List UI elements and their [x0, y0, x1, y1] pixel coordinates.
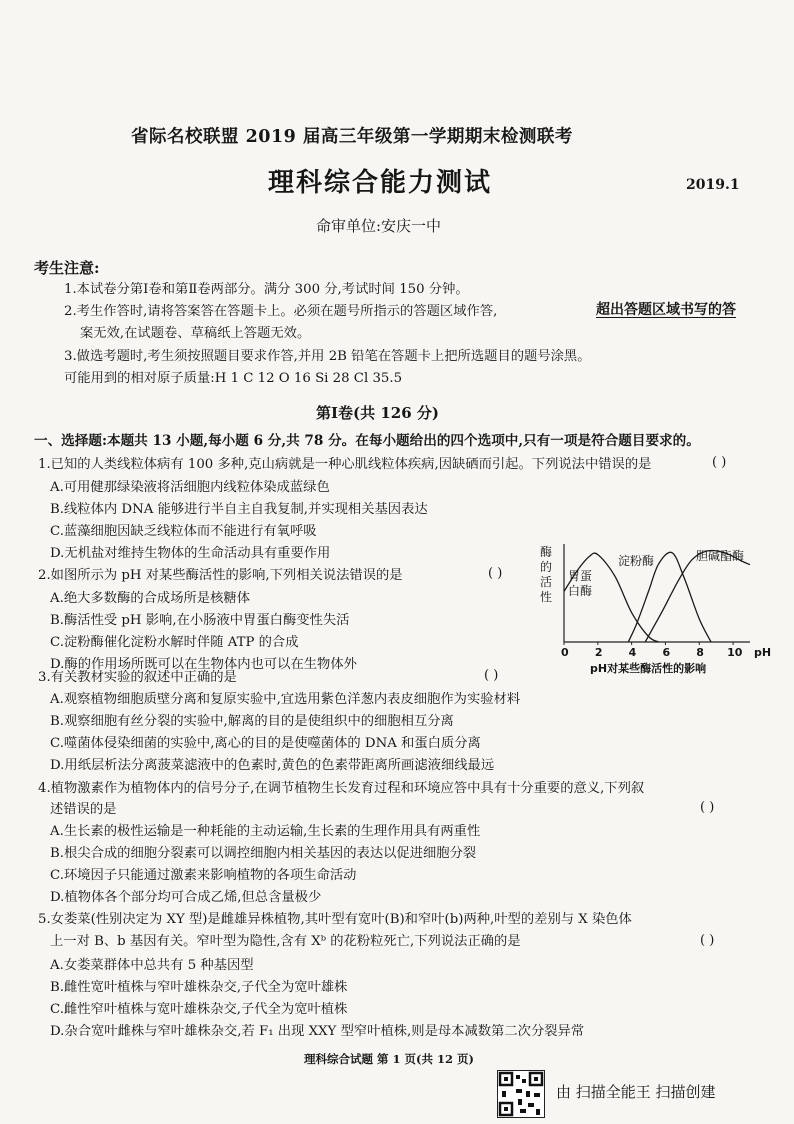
x-axis-label: pH [754, 646, 772, 659]
q1-option-c: C.蓝藻细胞因缺乏线粒体而不能进行有氧呼吸 [50, 524, 317, 539]
q5-option-b: B.雌性宽叶植株与窄叶雄株杂交,子代全为宽叶雄株 [50, 980, 348, 995]
q2-stem: 2.如图所示为 pH 对某些酶活性的影响,下列相关说法错误的是 [38, 568, 403, 583]
q4-stem-line1: 4.植物激素作为植物体内的信号分子,在调节植物生长发育过程和环境应答中具有十分重要的意义,下列叙 [38, 781, 645, 796]
q4-option-c: C.环境因子只能通过激素来影响植物的各项生命活动 [50, 868, 357, 883]
notice-item-1: 1.本试卷分第Ⅰ卷和第Ⅱ卷两部分。满分 300 分,考试时间 150 分钟。 [64, 282, 469, 297]
q3-stem: 3.有关教材实验的叙述中正确的是 [38, 670, 237, 685]
section-instruction: 一、选择题:本题共 13 小题,每小题 6 分,共 78 分。在每小题给出的四个选项中,只有一项是符合题目要求的。 [34, 433, 700, 449]
page-title: 理科综合能力测试 [268, 168, 493, 198]
q4-option-a: A.生长素的极性运输是一种耗能的主动运输,生长素的生理作用具有两重性 [50, 824, 481, 839]
notice-heading: 考生注意: [34, 259, 100, 277]
q1-stem: 1.已知的人类线粒体病有 100 多种,克山病就是一种心肌线粒体疾病,因缺硒而引起。下列说法中错误的是 [38, 457, 652, 472]
q4-option-d: D.植物体各个部分均可合成乙烯,但总含量极少 [50, 890, 322, 905]
ylabel-char-4: 性 [540, 590, 553, 604]
atomic-masses: 可能用到的相对原子质量:H 1 C 12 O 16 Si 28 Cl 35.5 [64, 371, 403, 386]
q1-answer-paren: ( ) [712, 455, 727, 470]
q4-stem-line2: 述错误的是 [50, 802, 117, 817]
q2-option-b: B.酶活性受 pH 影响,在小肠液中胃蛋白酶变性失活 [50, 613, 350, 628]
x-ticks [561, 642, 743, 659]
ylabel-char-2: 的 [540, 560, 553, 574]
q2-option-a: A.绝大多数酶的合成场所是核糖体 [50, 591, 250, 606]
q4-answer-paren: ( ) [700, 800, 715, 815]
q3-option-c: C.噬菌体侵染细菌的实验中,离心的目的是使噬菌体的 DNA 和蛋白质分离 [50, 736, 481, 751]
label-pepsin-2: 白酶 [568, 584, 593, 598]
label-cholinesterase: 胆碱酯酶 [696, 549, 745, 563]
series-line-3 [645, 550, 750, 642]
notice-item-3: 3.做选考题时,考生须按照题目要求作答,并用 2B 铅笔在答题卡上把所选题目的题号涂黑。 [64, 349, 591, 364]
ylabel-char-3: 活 [540, 575, 553, 589]
q3-option-d: D.用纸层析法分离菠菜滤液中的色素时,黄色的色素带距离所画滤液细线最远 [50, 758, 495, 773]
q3-option-a: A.观察植物细胞质壁分离和复原实验中,宜选用紫色洋葱内表皮细胞作为实验材料 [50, 692, 521, 707]
notice-item-2-emphasis: 超出答题区域书写的答 [596, 302, 736, 318]
x-tick-label: 2 [594, 646, 603, 659]
q2-answer-paren: ( ) [488, 566, 503, 581]
section-title: 第Ⅰ卷(共 126 分) [316, 404, 439, 422]
x-tick-label: 4 [628, 646, 637, 659]
exam-series-title: 省际名校联盟 2019 届高三年级第一学期期末检测联考 [131, 127, 573, 147]
ylabel-group [540, 544, 552, 604]
enzyme-activity-chart [530, 538, 788, 678]
q2-option-d: D.酶的作用场所既可以在生物体内也可以在生物体外 [50, 657, 357, 672]
x-tick-label: 6 [662, 646, 671, 659]
notice-item-2: 2.考生作答时,请将答案答在答题卡上。必须在题号所指示的答题区域作答, [64, 304, 498, 319]
q1-option-d: D.无机盐对维持生物体的生命活动具有重要作用 [50, 546, 331, 561]
x-tick-label: 8 [696, 646, 704, 659]
q1-option-a: A.可用健那绿染液将活细胞内线粒体染成蓝绿色 [50, 480, 330, 495]
q5-option-d: D.杂合宽叶雌株与窄叶雄株杂交,若 F₁ 出现 XXY 型窄叶植株,则是母本减数第二次分裂异常 [50, 1024, 585, 1039]
q5-answer-paren: ( ) [700, 933, 715, 948]
q2-option-c: C.淀粉酶催化淀粉水解时伴随 ATP 的合成 [50, 635, 299, 650]
exam-date: 2019.1 [686, 177, 740, 193]
q1-option-b: B.线粒体内 DNA 能够进行半自主自我复制,并实现相关基因表达 [50, 502, 428, 517]
q3-answer-paren: ( ) [484, 668, 499, 683]
ylabel-char-1: 酶 [540, 545, 553, 559]
q5-option-c: C.雌性窄叶植株与宽叶雄株杂交,子代全为宽叶植株 [50, 1002, 348, 1017]
chart-caption: pH对某些酶活性的影响 [590, 662, 707, 675]
q5-stem-line2: 上一对 B、b 基因有关。窄叶型为隐性,含有 Xᵇ 的花粉粒死亡,下列说法正确的是 [50, 934, 521, 949]
x-tick-label: 10 [727, 646, 743, 659]
author-unit: 命审单位:安庆一中 [316, 217, 442, 235]
label-amylase: 淀粉酶 [618, 554, 655, 568]
notice-item-2-cont: 案无效,在试题卷、草稿纸上答题无效。 [80, 326, 311, 341]
label-pepsin-1: 胃蛋 [568, 569, 593, 583]
q5-stem-line1: 5.女娄菜(性别决定为 XY 型)是雌雄异株植物,其叶型有宽叶(B)和窄叶(b)两种,叶型的差别与 X 染色体 [38, 912, 632, 927]
qr-code-icon [497, 1070, 545, 1118]
q5-option-a: A.女娄菜群体中总共有 5 种基因型 [50, 958, 254, 973]
q4-option-b: B.根尖合成的细胞分裂素可以调控细胞内相关基因的表达以促进细胞分裂 [50, 846, 477, 861]
x-tick-label: 0 [561, 646, 569, 659]
page-number: 理科综合试题 第 1 页(共 12 页) [304, 1052, 474, 1066]
scanner-watermark: 由 扫描全能王 扫描创建 [556, 1083, 716, 1101]
q3-option-b: B.观察细胞有丝分裂的实验中,解离的目的是使组织中的细胞相互分离 [50, 714, 454, 729]
